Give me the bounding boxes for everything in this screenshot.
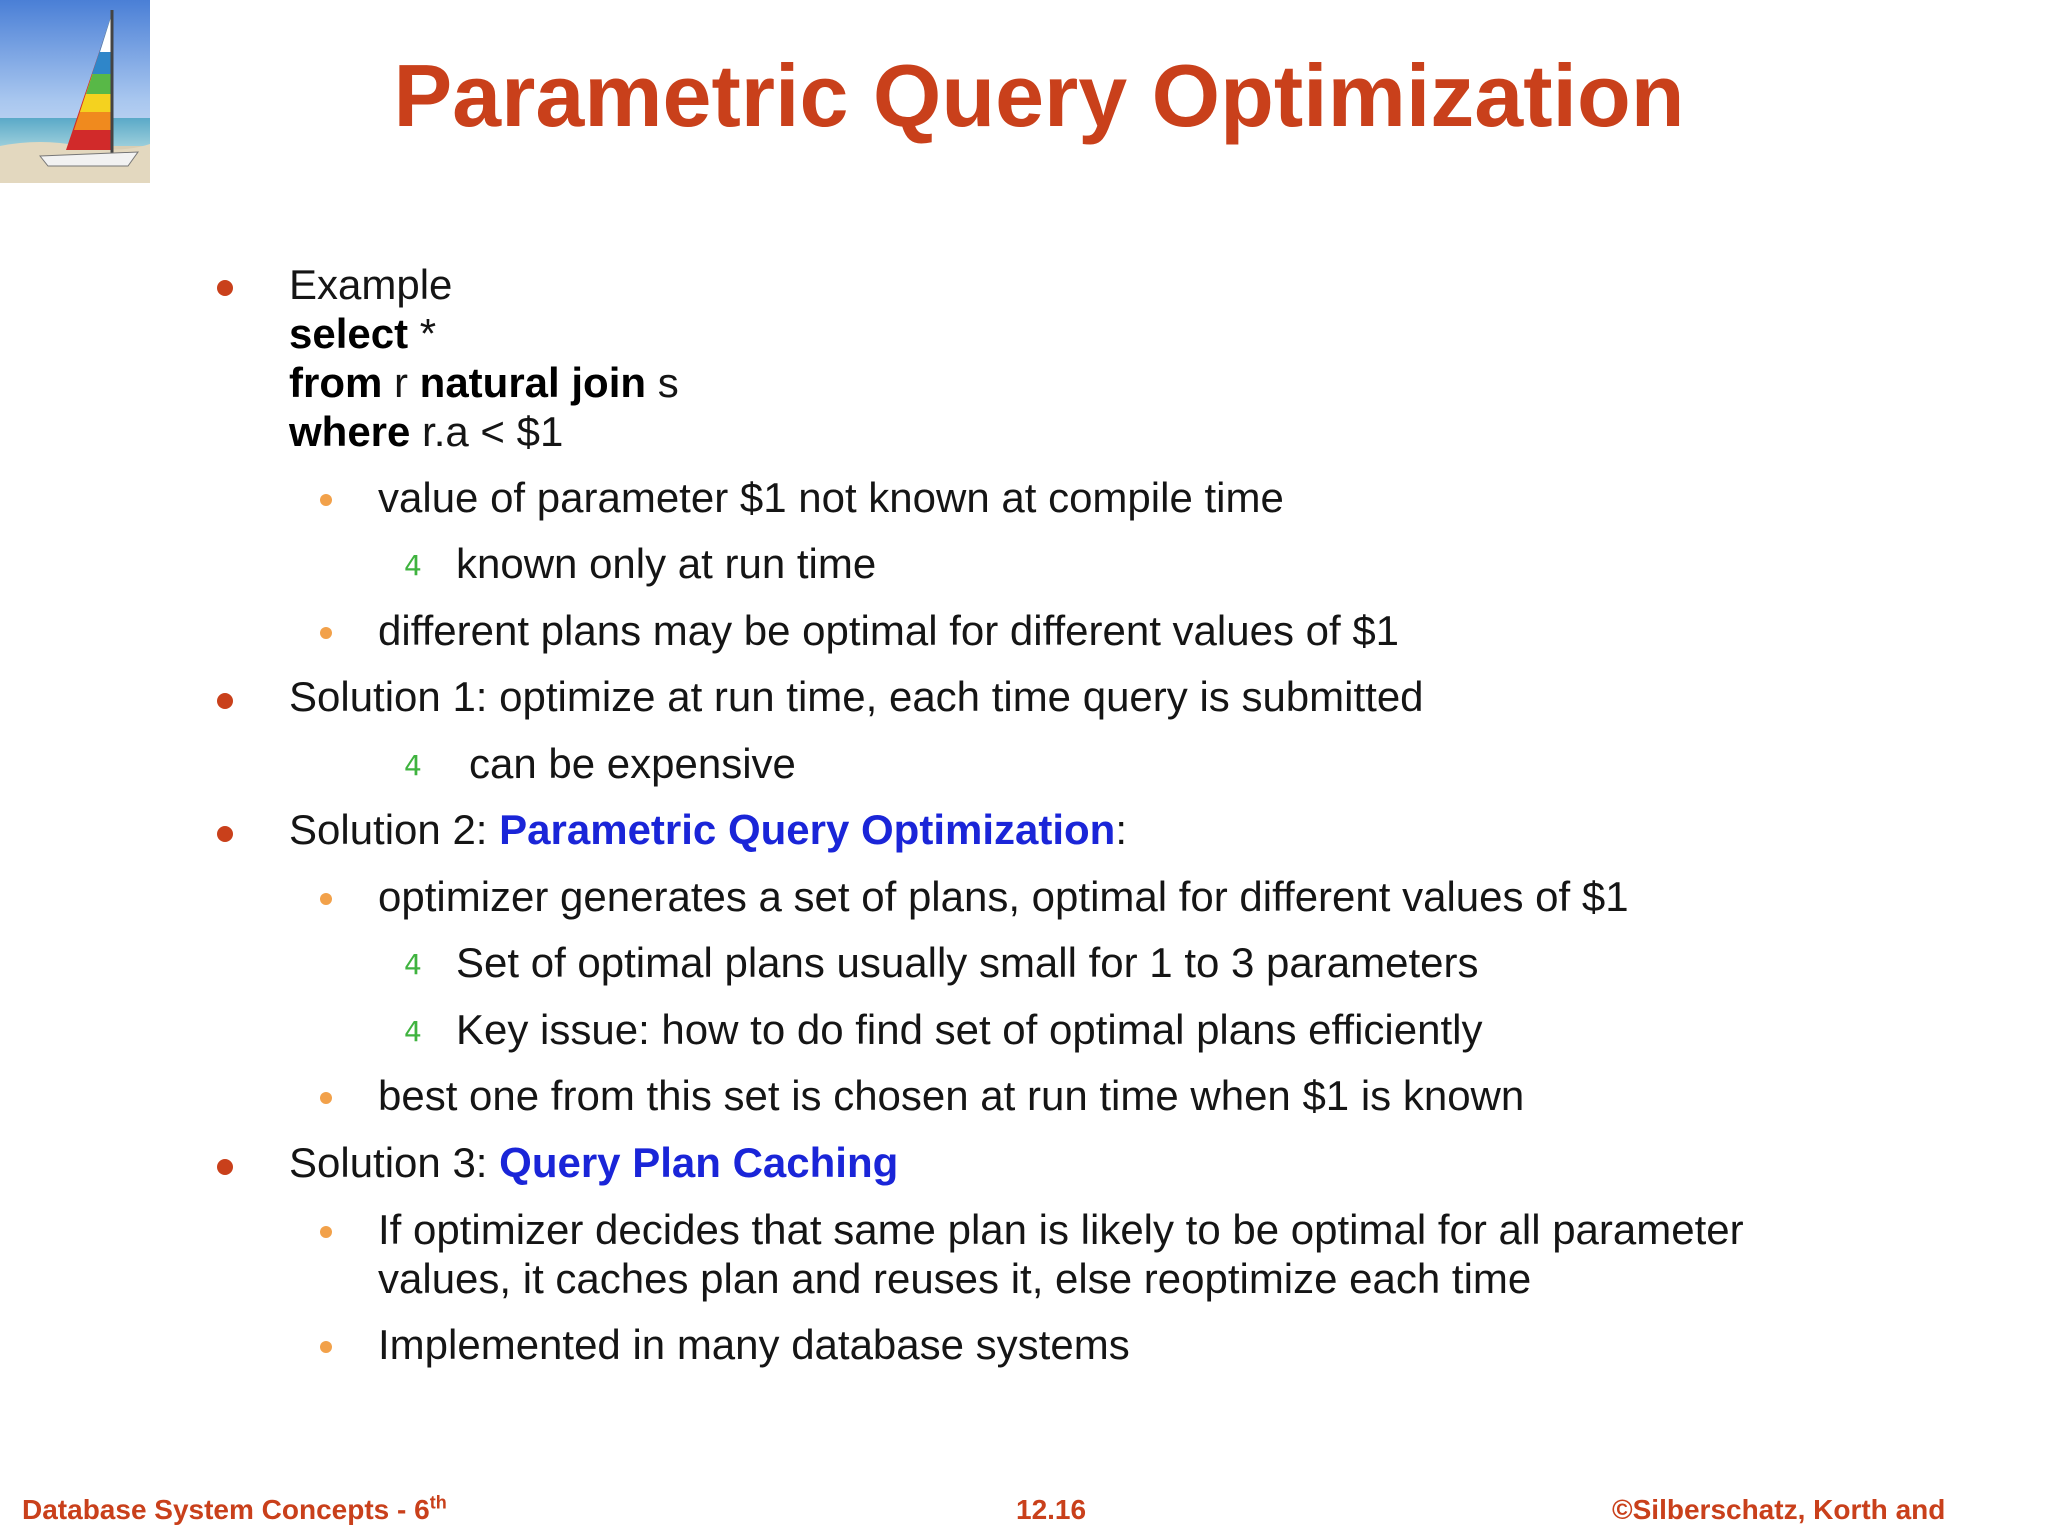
list-item: can be expensive bbox=[469, 740, 796, 787]
keyword-from: from bbox=[289, 359, 383, 406]
slide-title: Parametric Query Optimization bbox=[393, 46, 1685, 145]
query-from-line: from r natural join s bbox=[289, 359, 679, 406]
list-item: Solution 3: Query Plan Caching bbox=[289, 1139, 899, 1186]
bullet-level3: 4 bbox=[404, 1015, 422, 1048]
bullet-level1 bbox=[217, 1159, 233, 1175]
list-item: best one from this set is chosen at run time when $1 is known bbox=[378, 1072, 1525, 1119]
bullet-level2 bbox=[320, 494, 332, 506]
bullet-level1 bbox=[217, 280, 233, 296]
list-item: known only at run time bbox=[456, 540, 877, 587]
bullet-level2 bbox=[320, 627, 332, 639]
highlight-term: Query Plan Caching bbox=[499, 1139, 899, 1186]
footer-left: Database System Concepts - 6th bbox=[22, 1492, 447, 1525]
bullet-level1 bbox=[217, 693, 233, 709]
bullet-level3: 4 bbox=[404, 948, 422, 981]
list-item: Solution 1: optimize at run time, each time query is submitted bbox=[289, 673, 1424, 720]
keyword-natural-join: natural join bbox=[419, 359, 647, 406]
list-item: different plans may be optimal for different values of $1 bbox=[378, 607, 1400, 654]
list-item: Solution 2: Parametric Query Optimization: bbox=[289, 806, 1128, 853]
list-item: optimizer generates a set of plans, optimal for different values of $1 bbox=[378, 873, 1629, 920]
list-item: Set of optimal plans usually small for 1 to 3 parameters bbox=[456, 939, 1479, 986]
footer-copyright: ©Silberschatz, Korth and bbox=[1612, 1494, 1946, 1525]
bullet-level2 bbox=[320, 893, 332, 905]
list-item: Implemented in many database systems bbox=[378, 1321, 1130, 1368]
keyword-select: select bbox=[289, 310, 409, 357]
list-item: If optimizer decides that same plan is likely to be optimal for all parameter bbox=[378, 1206, 1744, 1253]
query-select-line: select * bbox=[289, 310, 437, 357]
footer-page-number: 12.16 bbox=[1016, 1494, 1087, 1525]
bullet-level2 bbox=[320, 1226, 332, 1238]
highlight-term: Parametric Query Optimization bbox=[499, 806, 1116, 853]
bullet-level3: 4 bbox=[404, 749, 422, 782]
list-item-continuation: values, it caches plan and reuses it, else reoptimize each time bbox=[378, 1255, 1532, 1302]
bullet-level1 bbox=[217, 826, 233, 842]
list-item: value of parameter $1 not known at compile time bbox=[378, 474, 1284, 521]
keyword-where: where bbox=[289, 408, 411, 455]
query-where-line: where r.a < $1 bbox=[289, 408, 564, 455]
bullet-level3: 4 bbox=[404, 549, 422, 582]
list-item: Key issue: how to do find set of optimal plans efficiently bbox=[456, 1006, 1483, 1053]
bullet-level2 bbox=[320, 1341, 332, 1353]
bullet-level2 bbox=[320, 1092, 332, 1104]
example-label: Example bbox=[289, 261, 453, 308]
